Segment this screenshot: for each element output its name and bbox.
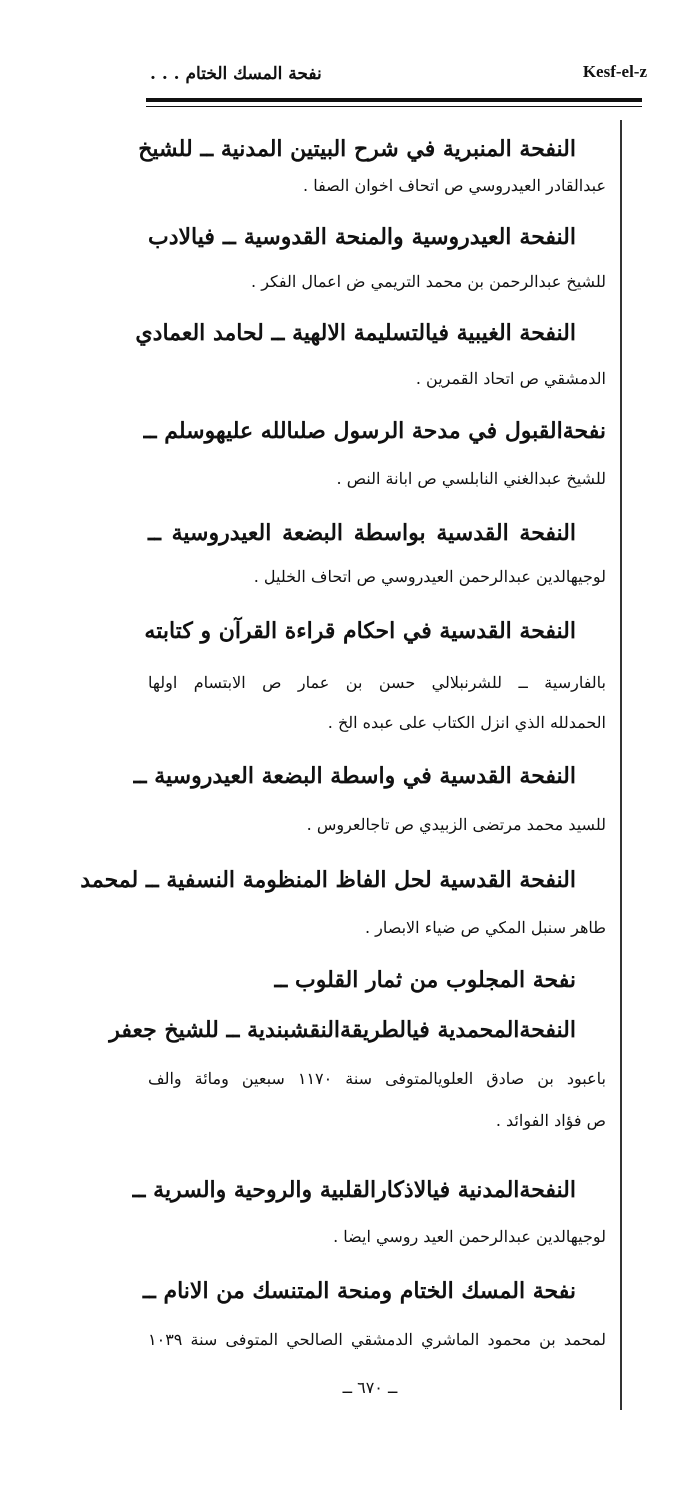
- page-number: ــ ٦٧٠ ــ: [342, 1378, 398, 1397]
- entry-title-line: النفحةالمحمدية فيالطريقةالنقشبندية ــ للشيخ جعفر: [109, 1017, 576, 1043]
- catalog-code: Kesf-el-z: [582, 62, 647, 81]
- running-title: نفحة المسك الختام . . .: [150, 64, 322, 84]
- margin-rule: [620, 120, 622, 1410]
- entry-title-line: النفحة القدسية في احكام قراءة القرآن و كتابته: [144, 618, 576, 644]
- entry-text-line: لمحمد بن محمود الماشري الدمشقي الصالحي المتوفى سنة ١٠٣٩: [148, 1330, 606, 1349]
- entry-title-line: النفحة الغيبية فيالتسليمة الالهية ــ لحامد العمادي: [135, 320, 576, 346]
- entry-title-line: النفحة المنبرية في شرح البيتين المدنية ــ للشيخ: [138, 136, 576, 162]
- entry-text-line: لوجيهالدين عبدالرحمن العيد روسي ايضا .: [333, 1227, 606, 1246]
- header-rule-thin: [146, 106, 642, 107]
- entry-title-line: نفحة المجلوب من ثمار القلوب ــ: [274, 967, 576, 993]
- entry-text-line: باعبود بن صادق العلويالمتوفى سنة ١١٧٠ سبعين ومائة والف: [148, 1069, 606, 1088]
- entry-text-line: بالفارسية ــ للشرنبلالي حسن بن عمار ص الابتسام اولها: [148, 673, 606, 692]
- entry-title-line: النفحة العيدروسية والمنحة القدوسية ــ فيالادب: [148, 224, 576, 250]
- entry-text-line: طاهر سنبل المكي ص ضياء الابصار .: [364, 918, 606, 937]
- entry-text-line: للشيخ عبدالرحمن بن محمد التريمي ض اعمال الفكر .: [251, 272, 606, 291]
- entry-text-line: للشيخ عبدالغني النابلسي ص ابانة النص .: [336, 469, 606, 488]
- entry-title-line: نفحةالقبول في مدحة الرسول صلىالله عليهوسلم ــ: [143, 418, 606, 444]
- entry-text-line: لوجيهالدين عبدالرحمن العيدروسي ص اتحاف الخليل .: [253, 567, 606, 586]
- entry-title-line: النفحة القدسية لحل الفاظ المنظومة النسفية ــ لمحمد: [80, 867, 576, 893]
- entry-text-line: الحمدلله الذي انزل الكتاب على عبده الخ .: [327, 713, 606, 732]
- entry-title-line: النفحة القدسية بواسطة البضعة العيدروسية ــ: [148, 520, 576, 546]
- entry-title-line: نفحة المسك الختام ومنحة المتنسك من الانام ــ: [142, 1278, 576, 1304]
- entry-title-line: النفحة القدسية في واسطة البضعة العيدروسية ــ: [133, 763, 576, 789]
- entry-text-line: عبدالقادر العيدروسي ص اتحاف اخوان الصفا .: [303, 176, 606, 195]
- entry-text-line: للسيد محمد مرتضى الزبيدي ص تاجالعروس .: [306, 815, 606, 834]
- entry-text-line: ص فؤاد الفوائد .: [495, 1111, 606, 1130]
- header-rule-thick: [146, 98, 642, 102]
- entry-title-line: النفحةالمدنية فيالاذكارالقلبية والروحية والسرية ــ: [132, 1177, 576, 1203]
- entry-text-line: الدمشقي ص اتحاد القمرين .: [415, 369, 606, 388]
